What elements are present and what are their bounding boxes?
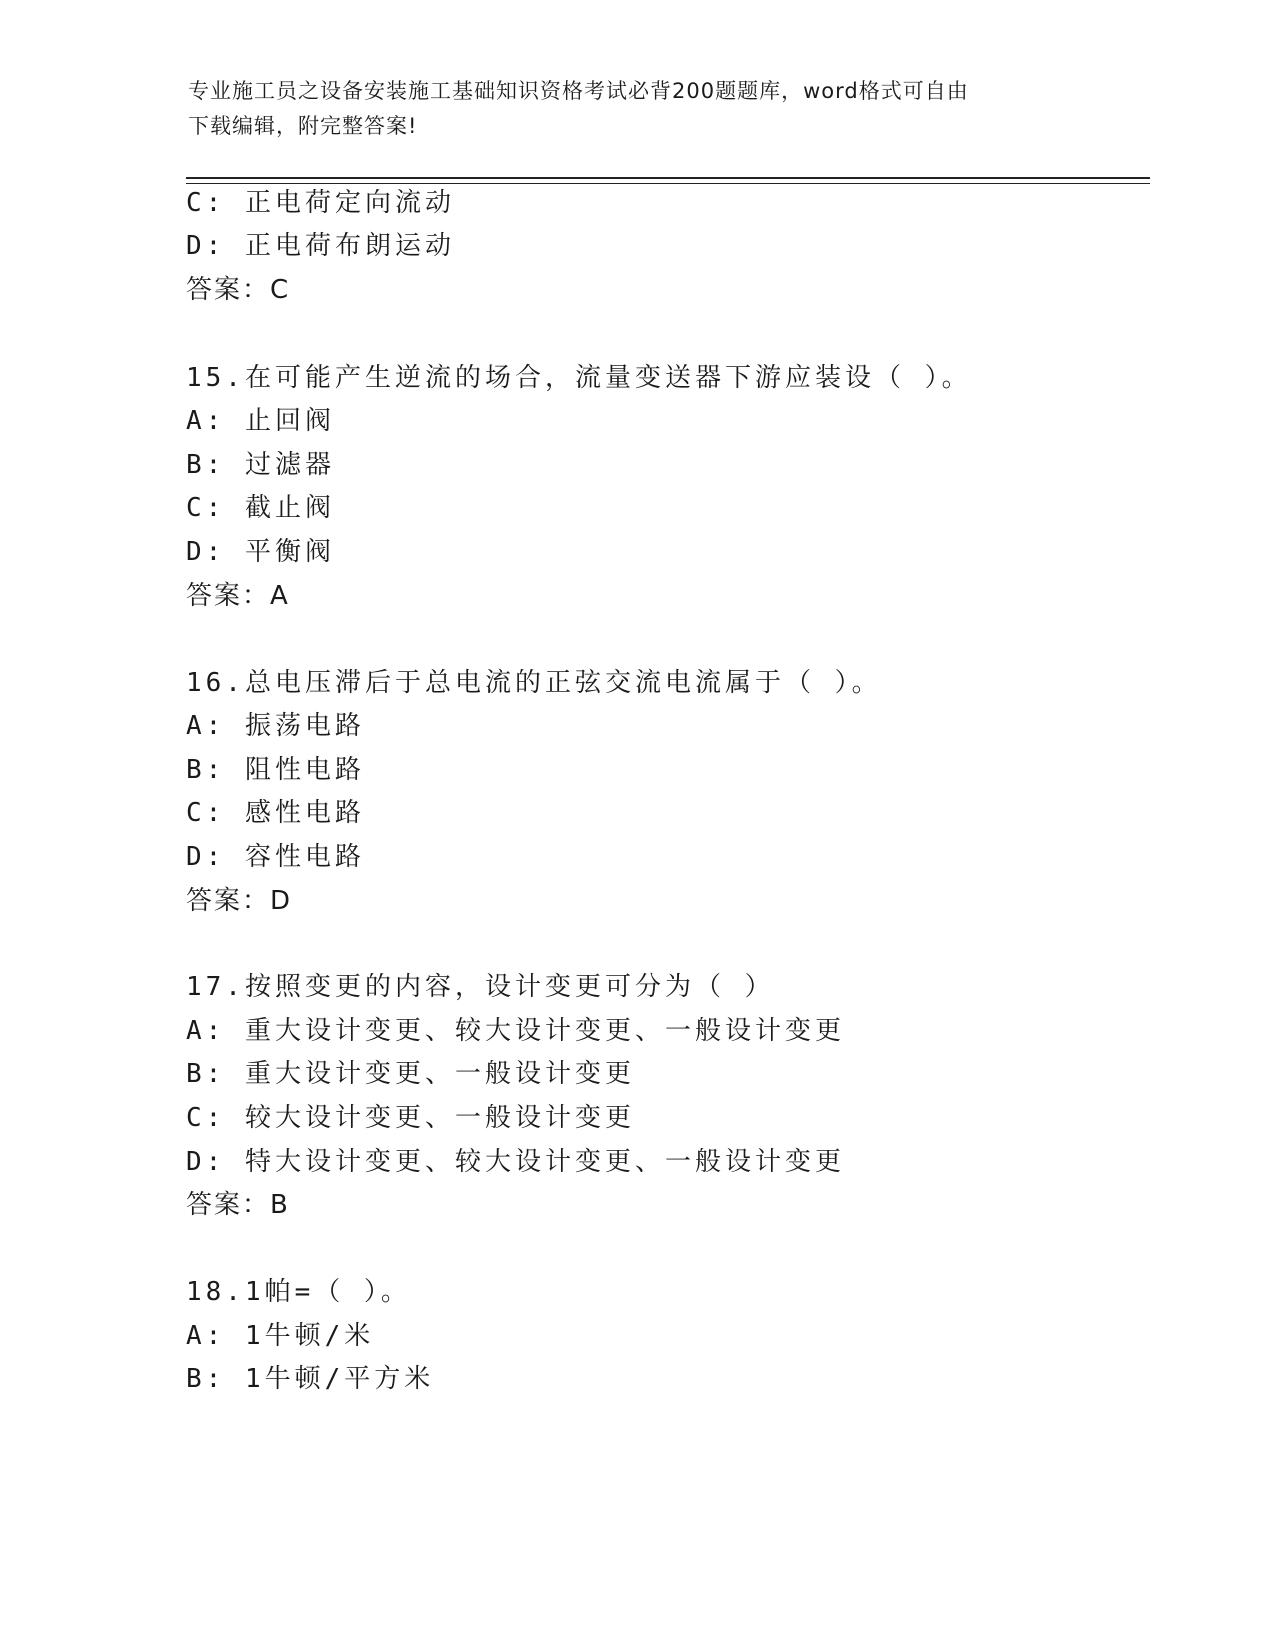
q17-option-d: D: 特大设计变更、较大设计变更、一般设计变更 (186, 1147, 845, 1177)
header-line-2: 下载编辑，附完整答案! (188, 114, 418, 138)
q16-option-d: D: 容性电路 (186, 842, 365, 872)
q18-question: 18.1帕=（ ）。 (186, 1277, 411, 1307)
q18-option-b: B: 1牛顿/平方米 (186, 1364, 435, 1394)
document-header (188, 74, 1068, 144)
q15-option-a: A: 止回阀 (186, 406, 335, 436)
header-rule-thin (186, 183, 1150, 184)
q16-option-c: C: 感性电路 (186, 798, 365, 828)
q18-option-a: A: 1牛顿/米 (186, 1321, 375, 1351)
q15-option-d: D: 平衡阀 (186, 537, 335, 567)
q16-option-a: A: 振荡电路 (186, 711, 365, 741)
q17-option-a: A: 重大设计变更、较大设计变更、一般设计变更 (186, 1016, 845, 1046)
q16-question: 16.总电压滞后于总电流的正弦交流电流属于（ ）。 (186, 668, 882, 698)
q17-option-c: C: 较大设计变更、一般设计变更 (186, 1103, 635, 1133)
prev-option-d: D: 正电荷布朗运动 (186, 231, 455, 261)
q15-question: 15.在可能产生逆流的场合，流量变送器下游应装设（ ）。 (186, 363, 972, 393)
prev-option-c: C: 正电荷定向流动 (186, 188, 455, 218)
q15-option-b: B: 过滤器 (186, 450, 335, 480)
q17-option-b: B: 重大设计变更、一般设计变更 (186, 1059, 635, 1089)
q17-question: 17.按照变更的内容，设计变更可分为（ ） (186, 972, 775, 1002)
header-line-1: 专业施工员之设备安装施工基础知识资格考试必背200题题库，word格式可自由 (188, 79, 969, 103)
q17-answer: 答案：B (186, 1190, 290, 1220)
q16-answer: 答案：D (186, 886, 293, 916)
prev-answer: 答案：C (186, 275, 291, 305)
q15-answer: 答案：A (186, 581, 290, 611)
q16-option-b: B: 阻性电路 (186, 755, 365, 785)
header-rule-thick (186, 177, 1150, 179)
q15-option-c: C: 截止阀 (186, 493, 335, 523)
